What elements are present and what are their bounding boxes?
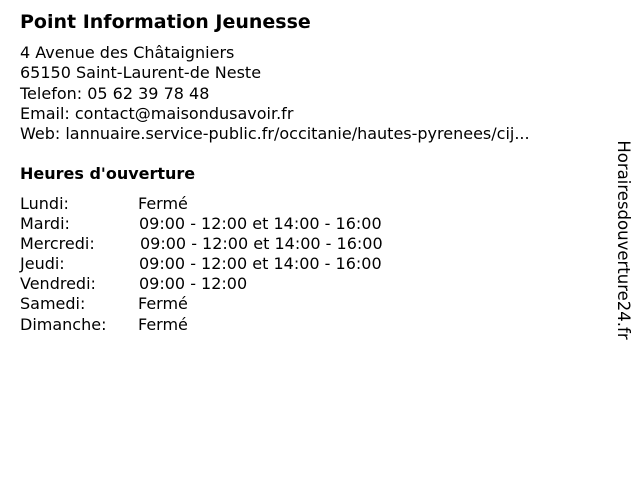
day-hours: Fermé	[138, 294, 188, 314]
day-label: Mardi:	[20, 214, 70, 234]
site-watermark: Horairesdouverture24.fr	[614, 140, 633, 340]
day-hours: 09:00 - 12:00 et 14:00 - 16:00	[140, 234, 383, 254]
day-hours: 09:00 - 12:00	[139, 274, 248, 294]
day-hours: 09:00 - 12:00 et 14:00 - 16:00	[139, 214, 382, 234]
phone-line: Telefon: 05 62 39 78 48	[20, 83, 210, 103]
day-label: Vendredi:	[20, 274, 96, 294]
web-line: Web: lannuaire.service-public.fr/occitanie/hautes-pyrenees/cij...	[20, 124, 530, 144]
business-title: Point Information Jeunesse	[20, 11, 311, 33]
hours-heading: Heures d'ouverture	[20, 164, 196, 183]
day-label: Dimanche:	[20, 314, 107, 334]
street-address: 4 Avenue des Châtaigniers	[20, 43, 235, 62]
email-line: Email: contact@maisondusavoir.fr	[20, 103, 294, 123]
day-label: Jeudi:	[20, 254, 65, 274]
day-label: Mercredi:	[20, 234, 95, 254]
day-label: Samedi:	[20, 294, 86, 314]
day-hours: Fermé	[138, 194, 188, 213]
city-postal: 65150 Saint-Laurent-de Neste	[20, 63, 262, 83]
address-block	[20, 43, 530, 144]
day-label: Lundi:	[20, 194, 69, 213]
day-hours: Fermé	[138, 314, 188, 334]
day-hours: 09:00 - 12:00 et 14:00 - 16:00	[139, 254, 382, 274]
